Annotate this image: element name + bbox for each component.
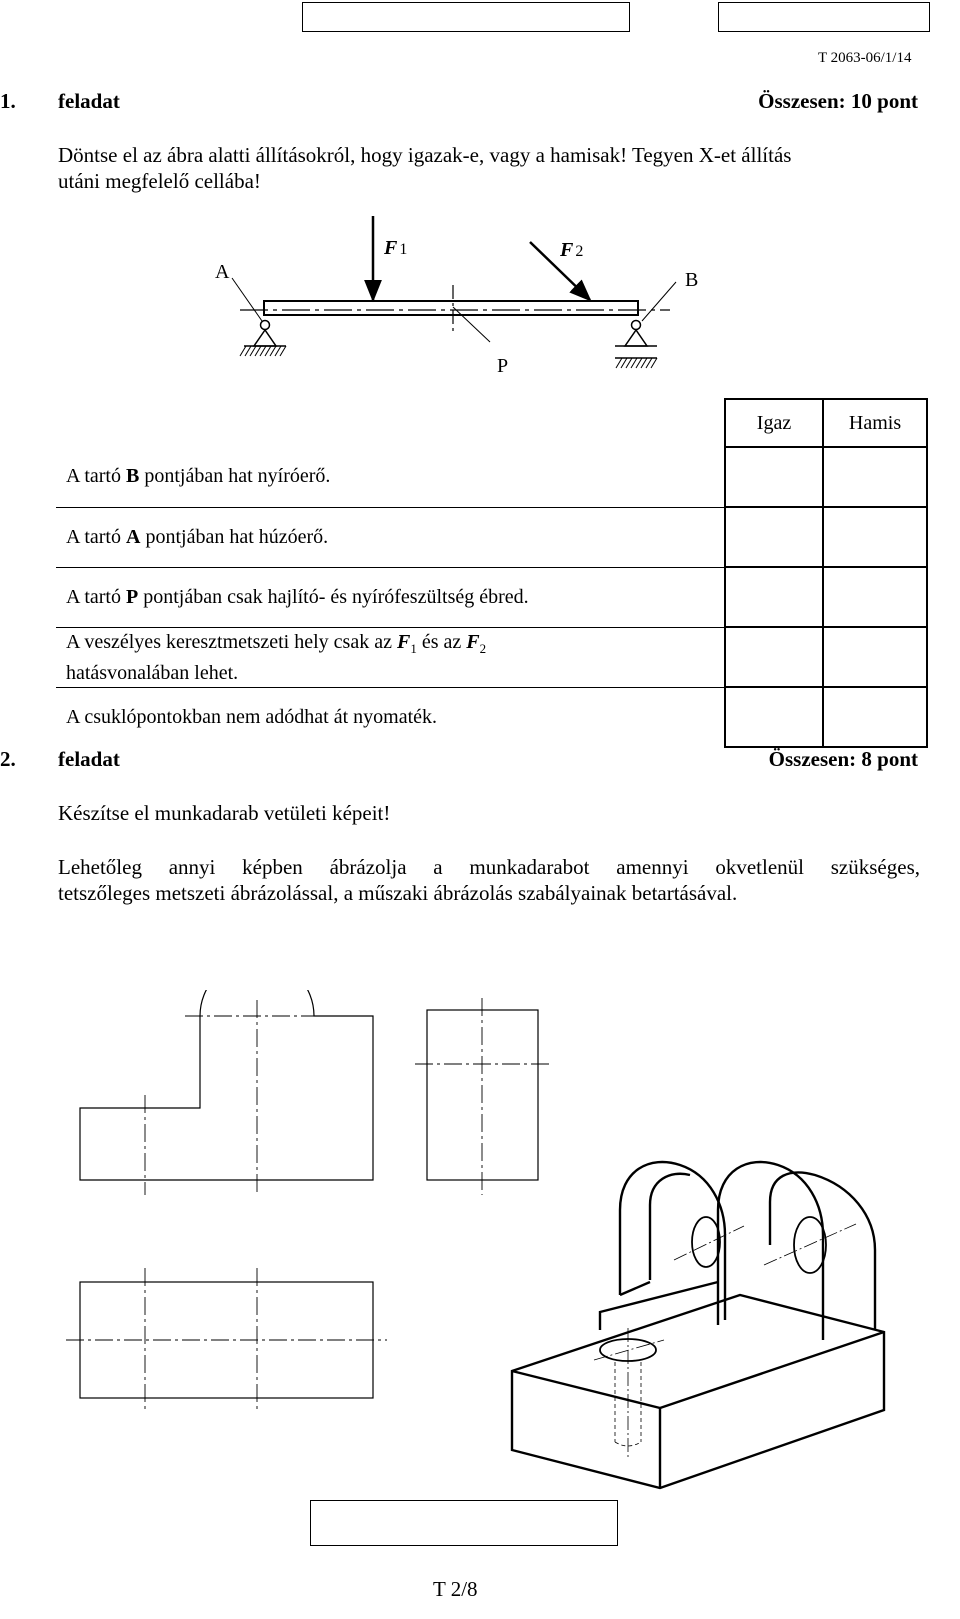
cell-1-igaz[interactable]	[725, 447, 823, 507]
task2-instruction: Készítse el munkadarab vetületi képeit!	[58, 801, 391, 825]
task1-title: feladat	[58, 89, 120, 113]
page-number: T 2/8	[433, 1577, 478, 1601]
top-view	[66, 1268, 387, 1412]
document-code: T 2063-06/1/14	[818, 50, 912, 66]
statement-3: A tartó P pontjában csak hajlító- és nyírófeszültség ébred.	[56, 567, 725, 627]
label-f1: F 1	[384, 237, 408, 259]
cell-4-hamis[interactable]	[823, 627, 927, 687]
header-hamis: Hamis	[823, 399, 927, 447]
beam-diagram	[0, 200, 960, 390]
pin-support-right	[615, 321, 657, 369]
label-a: A	[215, 261, 230, 283]
top-code-box-right[interactable]	[718, 2, 930, 32]
cell-5-hamis[interactable]	[823, 687, 927, 747]
label-f2: F 2	[560, 239, 584, 261]
task1-instruction-line1: Döntse el az ábra alatti állításokról, hogy igazak-e, vagy a hamisak! Tegyen X-et állítás	[58, 143, 792, 167]
label-b: B	[685, 269, 699, 291]
technical-drawing	[0, 990, 960, 1490]
task2-points: Összesen: 8 pont	[768, 747, 918, 771]
task2-paragraph-line1: Lehetőleg annyi képben ábrázolja a munkadarabot amennyi okvetlenül szükséges,	[58, 855, 920, 879]
task1-number: 1.	[0, 89, 16, 113]
statement-5: A csuklópontokban nem adódhat át nyomaték.	[56, 687, 725, 747]
pin-support-left	[240, 321, 286, 357]
bottom-code-box[interactable]	[310, 1500, 618, 1546]
task1-instruction-line2: utáni megfelelő cellába!	[58, 169, 261, 193]
task2-number: 2.	[0, 747, 16, 771]
front-view	[80, 990, 373, 1195]
beam	[264, 301, 638, 315]
header-igaz: Igaz	[725, 399, 823, 447]
cell-4-igaz[interactable]	[725, 627, 823, 687]
cell-1-hamis[interactable]	[823, 447, 927, 507]
isometric-view	[512, 1162, 884, 1488]
top-code-box-left[interactable]	[302, 2, 630, 32]
true-false-table	[56, 398, 928, 748]
cell-3-igaz[interactable]	[725, 567, 823, 627]
statement-1: A tartó B pontjában hat nyíróerő.	[56, 447, 725, 507]
label-p: P	[497, 355, 509, 377]
task1-points: Összesen: 10 pont	[758, 89, 918, 113]
cell-2-hamis[interactable]	[823, 507, 927, 567]
cell-5-igaz[interactable]	[725, 687, 823, 747]
side-view	[415, 998, 550, 1195]
cell-2-igaz[interactable]	[725, 507, 823, 567]
task2-title: feladat	[58, 747, 120, 771]
cell-3-hamis[interactable]	[823, 567, 927, 627]
task2-paragraph-line2: tetszőleges metszeti ábrázolással, a műszaki ábrázolás szabályainak betartásával.	[58, 881, 738, 905]
statement-2: A tartó A pontjában hat húzóerő.	[56, 507, 725, 567]
statement-4: A veszélyes keresztmetszeti hely csak az $F_1$ és az $F_2$ hatásvonalában lehet.	[56, 627, 725, 687]
